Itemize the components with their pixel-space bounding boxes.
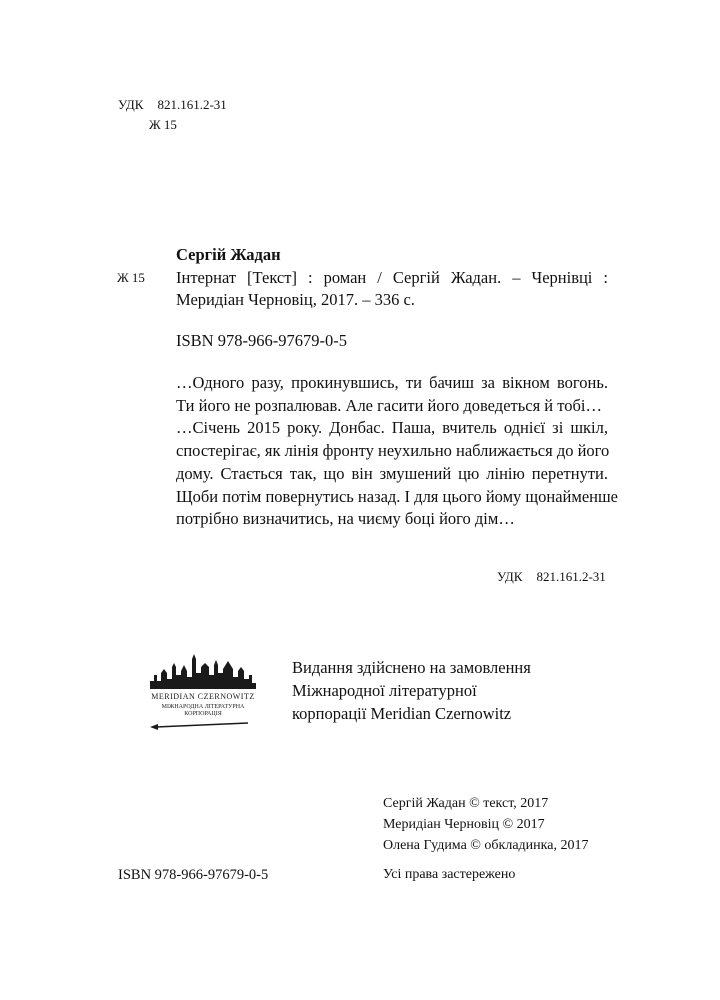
annotation-line: Ти його не розпалював. Але гасити його доведеться й тобі… (176, 396, 602, 415)
annotation-line: …Січень 2015 року. Донбас. Паша, вчитель однієї зі шкіл, (176, 418, 608, 437)
publisher-line: корпорації Meridian Czernowitz (292, 704, 512, 723)
bibliographic-line-2: Меридіан Черновіц, 2017. – 336 с. (176, 290, 415, 309)
publisher-line: Міжнародної літературної (292, 681, 477, 700)
udk-value: 821.161.2-31 (536, 569, 606, 584)
city-skyline-icon (150, 654, 256, 689)
author-name: Сергій Жадан (176, 245, 281, 264)
annotation-line: дому. Стається так, що він змушений цю лінію перетнути. (176, 464, 608, 483)
udk-top (118, 97, 227, 113)
publisher-line: Видання здійснено на замовлення (292, 658, 531, 677)
copyright-line: Олена Гудима © обкладинка, 2017 (383, 838, 589, 853)
bibliographic-line-1: Інтернат [Текст] : роман / Сергій Жадан. – Чернівці : (176, 268, 608, 287)
udk-value: 821.161.2-31 (157, 97, 227, 112)
udk-label: УДК (118, 97, 144, 112)
annotation-line: Щоби потім повернутись назад. І для цього йому щонайменше (176, 487, 618, 506)
udk-bottom (497, 569, 606, 585)
udk-label: УДК (497, 569, 523, 584)
annotation-line: …Одного разу, прокинувшись, ти бачиш за вікном вогонь. (176, 373, 608, 392)
author-mark-top: Ж 15 (149, 117, 177, 132)
annotation-line: потрібно визначитись, на чиєму боці його дім… (176, 509, 515, 528)
isbn-record: ISBN 978-966-97679-0-5 (176, 331, 347, 350)
rights-reserved: Усі права застережено (383, 867, 516, 882)
isbn-bottom: ISBN 978-966-97679-0-5 (118, 867, 269, 883)
logo-subtitle: МІЖНАРОДНА ЛІТЕРАТУРНА (161, 704, 245, 710)
annotation-line: спостерігає, як лінія фронту неухильно наближається до його (176, 441, 610, 460)
copyright-line: Сергій Жадан © текст, 2017 (383, 796, 549, 811)
meridian-czernowitz-logo (148, 645, 258, 745)
logo-subtitle-2: КОРПОРАЦІЯ (184, 711, 222, 717)
copyright-line: Меридіан Черновіц © 2017 (383, 817, 545, 832)
logo-title: MERIDIAN CZERNOWITZ (151, 692, 255, 701)
author-mark-side: Ж 15 (117, 270, 145, 285)
quill-pen-icon (150, 723, 248, 730)
